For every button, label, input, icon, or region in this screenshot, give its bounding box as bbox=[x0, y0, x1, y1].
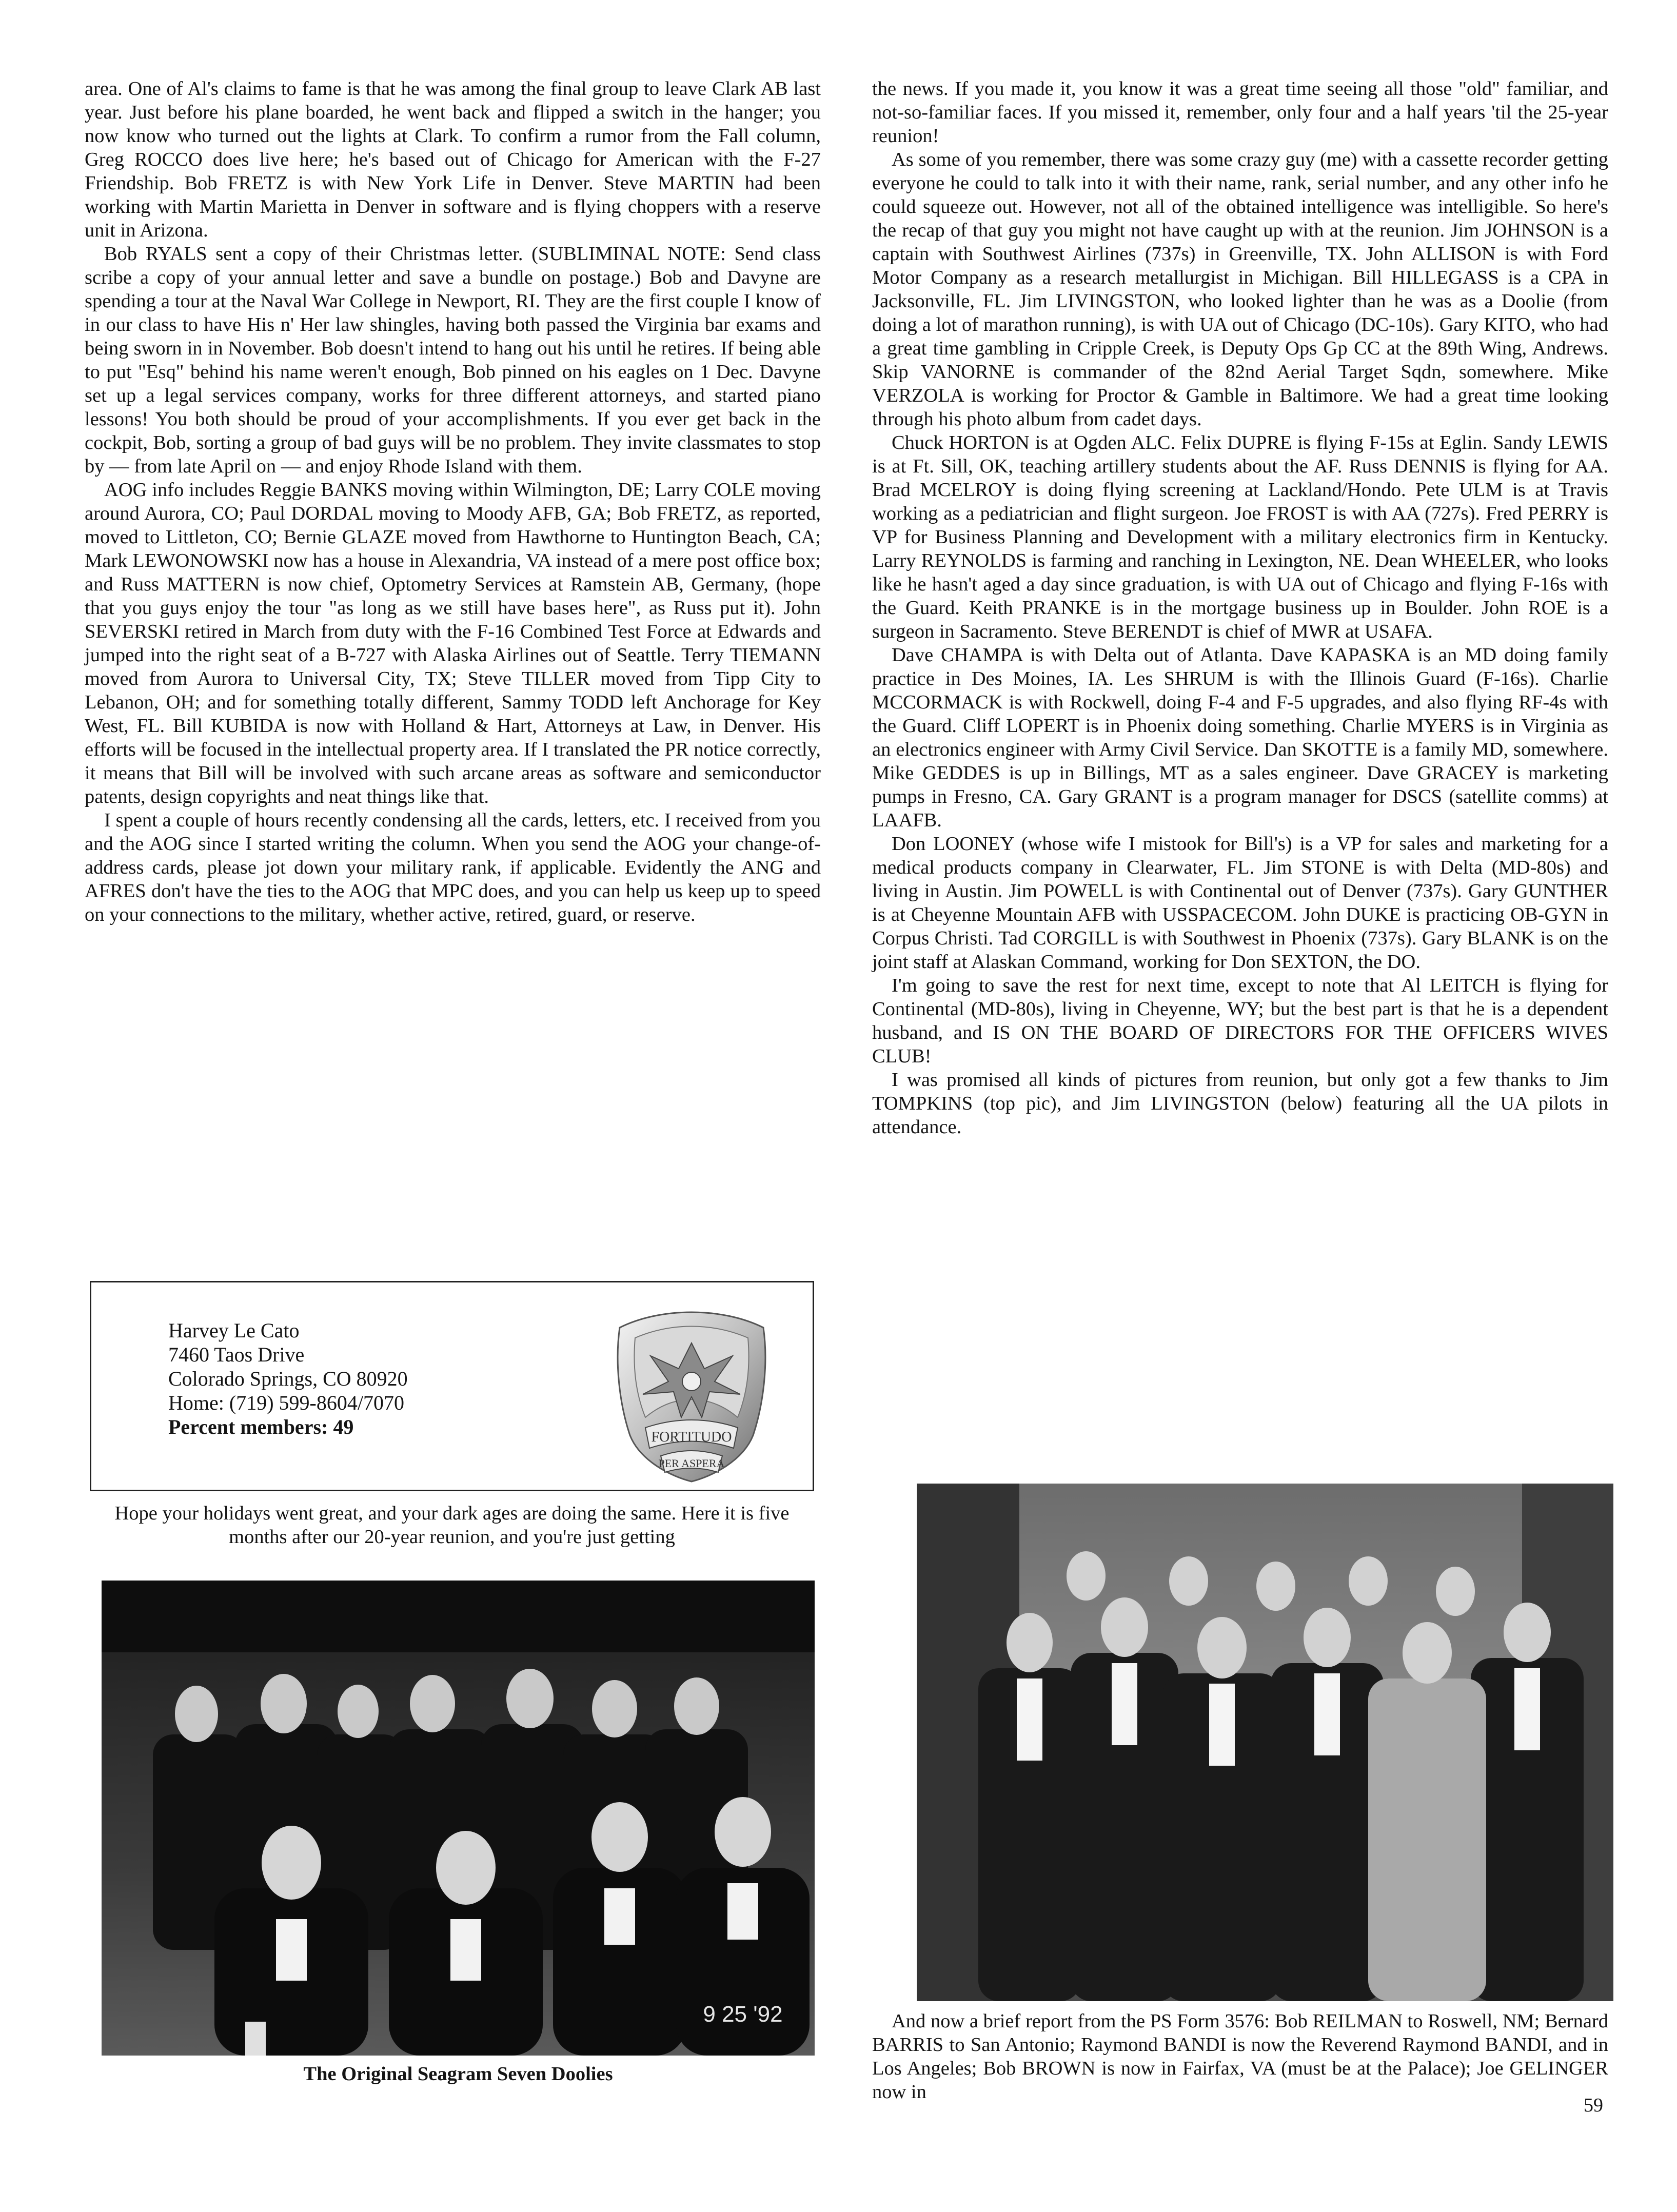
paragraph: AOG info includes Reggie BANKS moving within Wilmington, DE; Larry COLE moving around Aurora, CO; Paul DORDAL moving to Moody AFB, GA; Bob FRETZ, as reported, moved to Littleton, CO; Bernie GLAZE moved from Hawthorne to Huntington Beach, CA; Mark LEWONOWSKI now has a house in Alexandria, VA instead of a mere post office box; and Russ MATTERN is now chief, Optometry Services at Ramstein AB, Germany, (hope that you guys enjoy the tour "as long as we still have bases here", as Russ put it). John SEVERSKI retired in March from duty with the F-16 Combined Test Force at Edwards and jumped into the right seat of a B-727 with Alaska Airlines out of Seattle. Terry TIEMANN moved from Aurora to Universal City, TX; Steve TILLER moved from Tipp City to Lebanon, OH; and for something totally different, Sammy TODD left Anchorage for Key West, FL. Bill KUBIDA is now with Holland & Hart, Attorneys at Law, in Denver. His efforts will be focused in the intellectual property area. If I translated the PR notice correctly, it means that Bill will be involved with such arcane areas as software and semiconductor patents, design copyrights and neat things like that. bbox=[85, 479, 821, 807]
class-crest-icon bbox=[599, 1307, 784, 1484]
paragraph: As some of you remember, there was some crazy guy (me) with a cassette recorder getting everyone he could to talk into it with their name, rank, serial number, and any other info he could squeeze out. However, not all of the obtained intelligence was intelligible. So here's the recap of that guy you might not have caught up with at the reunion. Jim JOHNSON is a captain with Southwest Airlines (737s) in Greenville, TX. John ALLISON is with Ford Motor Company as a research metallurgist in Michigan. Bill HILLEGASS is a CPA in Jacksonville, FL. Jim LIVINGSTON, who looked lighter than he was as a Doolie (from doing a lot of marathon running), is with UA out of Chicago (DC-10s). Gary KITO, who had a great time gambling in Cripple Creek, is Deputy Ops Gp CC at the 89th Wing, Andrews. Skip VANORNE is commander of the 82nd Aerial Target Sqdn, somewhere. Mike VERZOLA is working for Proctor & Gamble in Baltimore. We had a great time looking through his photo album from cadet days. bbox=[872, 149, 1608, 430]
paragraph: Chuck HORTON is at Ogden ALC. Felix DUPRE is flying F-15s at Eglin. Sandy LEWIS is at Ft. Sill, OK, teaching artillery students about the AF. Russ DENNIS is flying for AA. Brad MCELROY is doing flying screening at Lackland/Hondo. Pete ULM is at Travis working as a pediatrician and flight surgeon. Joe FROST is with AA (727s). Fred PERRY is VP for Business Planning and Development with a military electronics firm in Kentucky. Larry REYNOLDS is farming and ranching in Lexington, NE. Dean WHEELER, who looks like he hasn't aged a day since graduation, is with UA out of Chicago and flying F-16s with the Guard. Keith PRANKE is in the mortgage business up in Boulder. John ROE is a surgeon in Sacramento. Steve BERENDT is chief of MWR at USAFA. bbox=[872, 432, 1608, 642]
page-number: 59 bbox=[1584, 2095, 1603, 2116]
left-column bbox=[85, 77, 821, 926]
crest-motto-bottom: PER ASPERA bbox=[658, 1457, 725, 1470]
percent-members: Percent members: 49 bbox=[168, 1415, 354, 1438]
paragraph: area. One of Al's claims to fame is that he was among the final group to leave Clark AB last year. Just before his plane boarded, he went back and flipped a switch in the hanger; you now know who turned out the lights at Clark. To confirm a rumor from the Fall column, Greg ROCCO does live here; he's based out of Chicago for American with the F-27 Friendship. Bob FRETZ is with New York Life in Denver. Steve MARTIN had been working with Martin Marietta in Denver in software and is flying choppers with a reserve unit in Arizona. bbox=[85, 78, 821, 241]
photo-caption: The Original Seagram Seven Doolies bbox=[303, 2063, 613, 2085]
paragraph: Don LOONEY (whose wife I mistook for Bill's) is a VP for sales and marketing for a medical products company in Clearwater, FL. Jim STONE is with Delta (MD-80s) and living in Austin. Jim POWELL is with Continental out of Denver (737s). Gary GUNTHER is at Cheyenne Mountain AFB with USSPACECOM. John DUKE is practicing OB-GYN in Corpus Christi. Tad CORGILL is with Southwest in Phoenix (737s). Gary BLANK is on the joint staff at Alaskan Command, working for Don SEXTON, the DO. bbox=[872, 833, 1608, 973]
paragraph: I spent a couple of hours recently condensing all the cards, letters, etc. I received from you and the AOG since I started writing the column. When you send the AOG your change-of-address cards, please jot down your military rank, if applicable. Evidently the ANG and AFRES don't have the ties to the AOG that MPC does, and you can help us keep up to speed on your connections to the military, whether active, retired, guard, or reserve. bbox=[85, 809, 821, 925]
crest-motto-top: FORTITUDO bbox=[651, 1429, 732, 1445]
paragraph: Bob RYALS sent a copy of their Christmas letter. (SUBLIMINAL NOTE: Send class scribe a copy of your annual letter and save a bundle on postage.) Bob and Davyne are spending a tour at the Naval War College in Newport, RI. They are the first couple I know of in our class to have His n' Her law shingles, having both passed the Virginia bar exams and being sworn in in November. Bob doesn't intend to hang out his until he retires. If being able to put "Esq" behind his name weren't enough, Bob pinned on his eagles on 1 Dec. Davyne set up a legal services company, works for three different attorneys, and started piano lessons! You both should be proud of your accomplishments. If you ever get back in the cockpit, Bob, sorting a group of bad guys will be no problem. They invite classmates to stop by — from late April on — and enjoy Rhode Island with them. bbox=[85, 243, 821, 477]
contact-name: Harvey Le Cato bbox=[168, 1319, 300, 1342]
right-column bbox=[872, 77, 1608, 1139]
paragraph: the news. If you made it, you know it was a great time seeing all those "old" familiar, and not-so-familiar faces. If you missed it, remember, only four and a half years 'til the 25-year reunion! bbox=[872, 78, 1608, 147]
contact-street: 7460 Taos Drive bbox=[168, 1343, 305, 1366]
contact-details bbox=[168, 1318, 408, 1439]
paragraph-below-box: Hope your holidays went great, and your dark ages are doing the same. Here it is five months after our 20-year reunion, and you're just getting bbox=[114, 1503, 790, 1548]
photo-date-stamp: 9 25 '92 bbox=[703, 2002, 783, 2027]
paragraph: Dave CHAMPA is with Delta out of Atlanta. Dave KAPASKA is an MD doing family practice in Des Moines, IA. Les SHRUM is with the Illinois Guard (F-16s). Charlie MCCORMACK is with Rockwell, doing F-4 and F-5 upgrades, and also flying RF-4s with the Guard. Cliff LOPERT is in Phoenix doing something. Charlie MYERS is in Virginia as an electronics engineer with Army Civil Service. Dan SKOTTE is a family MD, somewhere. Mike GEDDES is up in Billings, MT as a sales engineer. Dave GRACEY is marketing pumps in Fresno, CA. Gary GRANT is a program manager for DSCS (satellite comms) at LAAFB. bbox=[872, 644, 1608, 831]
paragraph: And now a brief report from the PS Form 3576: Bob REILMAN to Roswell, NM; Bernard BARRIS to San Antonio; Raymond BANDI is now the Reverend Raymond BANDI, and in Los Angeles; Bob BROWN is now in Fairfax, VA (must be at the Palace); Joe GELINGER now in bbox=[872, 2010, 1608, 2103]
class-scribe-contact-box bbox=[90, 1281, 814, 1491]
paragraph: I'm going to save the rest for next time, except to note that Al LEITCH is flying for Continental (MD-80s), living in Cheyenne, WY; but the best part is that he is a dependent husband, and IS ON THE BOARD OF DIRECTORS FOR THE OFFICERS WIVES CLUB! bbox=[872, 975, 1608, 1067]
contact-city: Colorado Springs, CO 80920 bbox=[168, 1367, 408, 1390]
contact-phone: Home: (719) 599-8604/7070 bbox=[168, 1391, 404, 1414]
reunion-group-photo-left bbox=[102, 1581, 815, 2056]
paragraph: I was promised all kinds of pictures from reunion, but only got a few thanks to Jim TOMPKINS (top pic), and Jim LIVINGSTON (below) featuring all the UA pilots in attendance. bbox=[872, 1069, 1608, 1138]
right-bottom-text bbox=[872, 2009, 1608, 2104]
ua-pilots-group-photo bbox=[917, 1484, 1613, 2001]
